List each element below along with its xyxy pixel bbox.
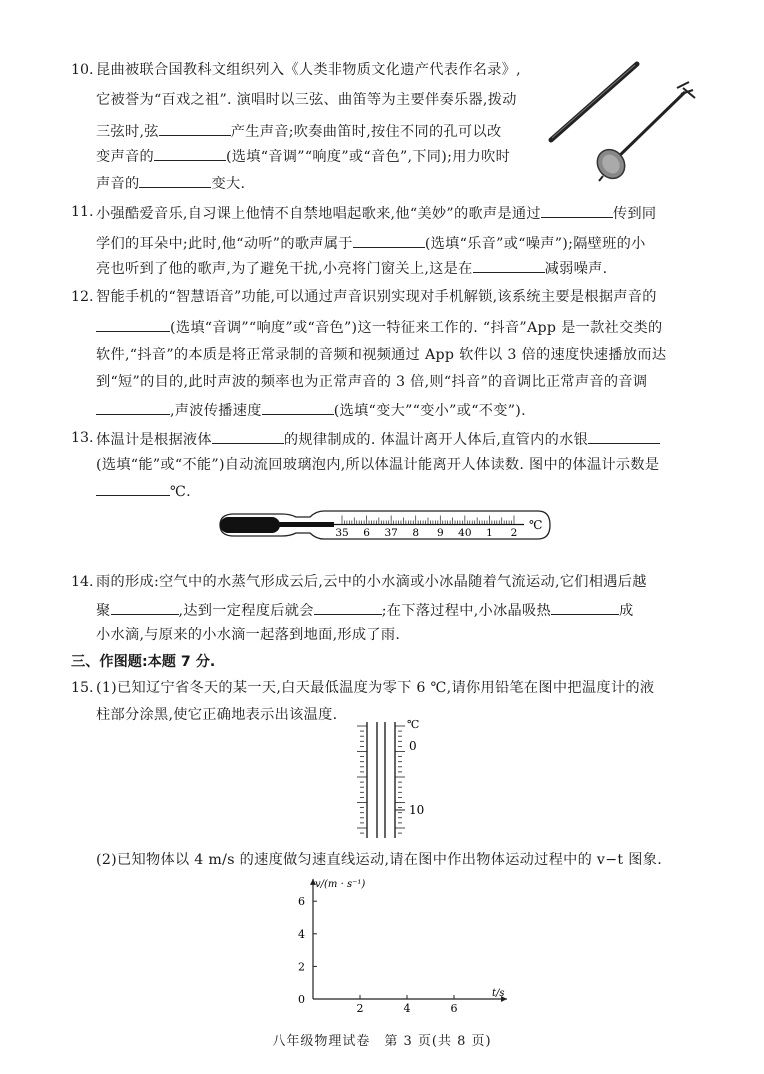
q10-blank2[interactable] bbox=[154, 145, 226, 161]
q15-part2: (2)已知物体以 4 m/s 的速度做匀速直线运动,请在图中作出物体运动过程中的 v−t 图象. bbox=[96, 852, 663, 868]
page-footer: 八年级物理试卷 第 3 页(共 8 页) bbox=[272, 1034, 492, 1049]
thermometer-label: 40 bbox=[458, 527, 472, 539]
q10-line1: 昆曲被联合国教科文组织列入《人类非物质文化遗产代表作名录》, bbox=[96, 62, 521, 78]
q12-line5: ,声波传播速度 (选填“变大”“变小”或“不变”). bbox=[96, 399, 526, 421]
y-tick-label: 0 bbox=[298, 993, 305, 1006]
y-axis-label: v/(m · s⁻¹) bbox=[315, 879, 366, 890]
q13-blank2[interactable] bbox=[588, 428, 660, 444]
q11-line3: 亮也听到了他的歌声,为了避免干扰,小亮将门窗关上,这是在 减弱噪声. bbox=[96, 257, 607, 279]
x-tick-label: 4 bbox=[403, 1002, 411, 1015]
q11-blank2[interactable] bbox=[353, 232, 425, 248]
q10-line5: 声音的 变大. bbox=[96, 172, 245, 194]
q11-line1: 小强酷爱音乐,自习课上他情不自禁地唱起歌来,他“美妙”的歌声是通过 传到同 bbox=[96, 202, 656, 224]
thermometer-label: 2 bbox=[510, 527, 518, 539]
x-axis-label: t/s bbox=[492, 988, 505, 999]
thermometer-label: 35 bbox=[335, 527, 349, 539]
y-tick-label: 2 bbox=[298, 960, 305, 974]
q12-blank1[interactable] bbox=[96, 316, 170, 332]
q12-line2: (选填“音调”“响度”或“音色”)这一特征来工作的. “抖音”App 是一款社交类的 bbox=[96, 316, 663, 338]
thermometer-label: 37 bbox=[384, 527, 398, 539]
q14-line3: 小水滴,与原来的小水滴一起落到地面,形成了雨. bbox=[96, 627, 401, 643]
q11-number: 11. bbox=[71, 204, 94, 220]
q14-line2: 聚 ,达到一定程度后就会 ;在下落过程中,小冰晶吸热 成 bbox=[96, 599, 633, 621]
q15-number: 15. bbox=[71, 680, 94, 696]
flute-image bbox=[551, 64, 637, 140]
q13-blank3[interactable] bbox=[96, 480, 170, 496]
q14-blank3[interactable] bbox=[551, 599, 619, 615]
q13-line3: ℃. bbox=[96, 480, 191, 502]
y-tick-label: 4 bbox=[298, 927, 305, 941]
q12-blank2[interactable] bbox=[96, 399, 170, 415]
vt-graph bbox=[285, 875, 505, 1015]
q11-line2: 学们的耳朵中;此时,他“动听”的歌声属于 (选填“乐音”或“噪声”);隔壁班的小 bbox=[96, 232, 646, 254]
q14-blank2[interactable] bbox=[314, 599, 382, 615]
instruments-image bbox=[543, 60, 723, 185]
q12-line4: 到“短”的目的,此时声波的频率也为正常声音的 3 倍,则“抖音”的音调比正常声音的音调 bbox=[96, 374, 648, 390]
vertical-thermometer-label-0: 0 bbox=[409, 739, 417, 753]
q12-line3: 软件,“抖音”的本质是将正常录制的音频和视频通过 App 软件以 3 倍的速度快速播放而达 bbox=[96, 347, 667, 363]
x-tick-label: 2 bbox=[356, 1002, 364, 1015]
q10-blank3[interactable] bbox=[139, 172, 211, 188]
thermometer-label: 9 bbox=[436, 527, 444, 539]
section-heading: 三、作图题:本题 7 分. bbox=[71, 654, 216, 670]
q14-blank1[interactable] bbox=[111, 599, 179, 615]
q13-line1: 体温计是根据液体 的规律制成的. 体温计离开人体后,直管内的水银 bbox=[96, 428, 660, 450]
q11-blank3[interactable] bbox=[473, 257, 545, 273]
thermometer-label: 6 bbox=[363, 527, 370, 539]
thermometer-unit: ℃ bbox=[529, 518, 543, 532]
q11-blank1[interactable] bbox=[541, 202, 613, 218]
x-tick-label: 6 bbox=[450, 1002, 458, 1015]
q12-number: 12. bbox=[71, 289, 94, 305]
q12-blank3[interactable] bbox=[262, 399, 334, 415]
thermometer-label: 1 bbox=[486, 527, 493, 539]
vertical-thermometer bbox=[355, 716, 435, 844]
q13-number: 13. bbox=[71, 430, 94, 446]
q12-line1: 智能手机的“智慧语音”功能,可以通过声音识别实现对手机解锁,该系统主要是根据声音的 bbox=[96, 289, 657, 305]
q10-line3: 三弦时,弦 产生声音;吹奏曲笛时,按住不同的孔可以改 bbox=[96, 120, 501, 142]
q10-line4: 变声音的 (选填“音调”“响度”或“音色”,下同);用力吹时 bbox=[96, 145, 510, 167]
thermometer-label: 8 bbox=[412, 527, 420, 539]
vertical-thermometer-ticks bbox=[357, 726, 405, 833]
q10-line2: 它被誉为“百戏之祖”. 演唱时以三弦、曲笛等为主要伴奏乐器,拨动 bbox=[96, 92, 517, 108]
vertical-thermometer-label-10: 10 bbox=[409, 803, 425, 817]
q13-line2: (选填“能”或“不能”)自动流回玻璃泡内,所以体温计能离开人体读数. 图中的体温计示数是 bbox=[96, 457, 660, 473]
q10-number: 10. bbox=[71, 62, 94, 78]
q14-line1: 雨的形成:空气中的水蒸气形成云后,云中的小水滴或小冰晶随着气流运动,它们相遇后越 bbox=[96, 574, 647, 590]
q13-blank1[interactable] bbox=[212, 428, 284, 444]
q10-blank1[interactable] bbox=[159, 120, 231, 136]
clinical-thermometer bbox=[212, 508, 557, 542]
vertical-thermometer-unit: ℃ bbox=[407, 718, 420, 731]
sanxian-image bbox=[592, 82, 695, 184]
q14-number: 14. bbox=[71, 574, 94, 590]
q15-part1-line1: (1)已知辽宁省冬天的某一天,白天最低温度为零下 6 ℃,请你用铅笔在图中把温度计的液 bbox=[96, 680, 655, 696]
y-tick-label: 6 bbox=[298, 895, 305, 909]
q15-part1-line2: 柱部分涂黑,使它正确地表示出该温度. bbox=[96, 707, 338, 723]
